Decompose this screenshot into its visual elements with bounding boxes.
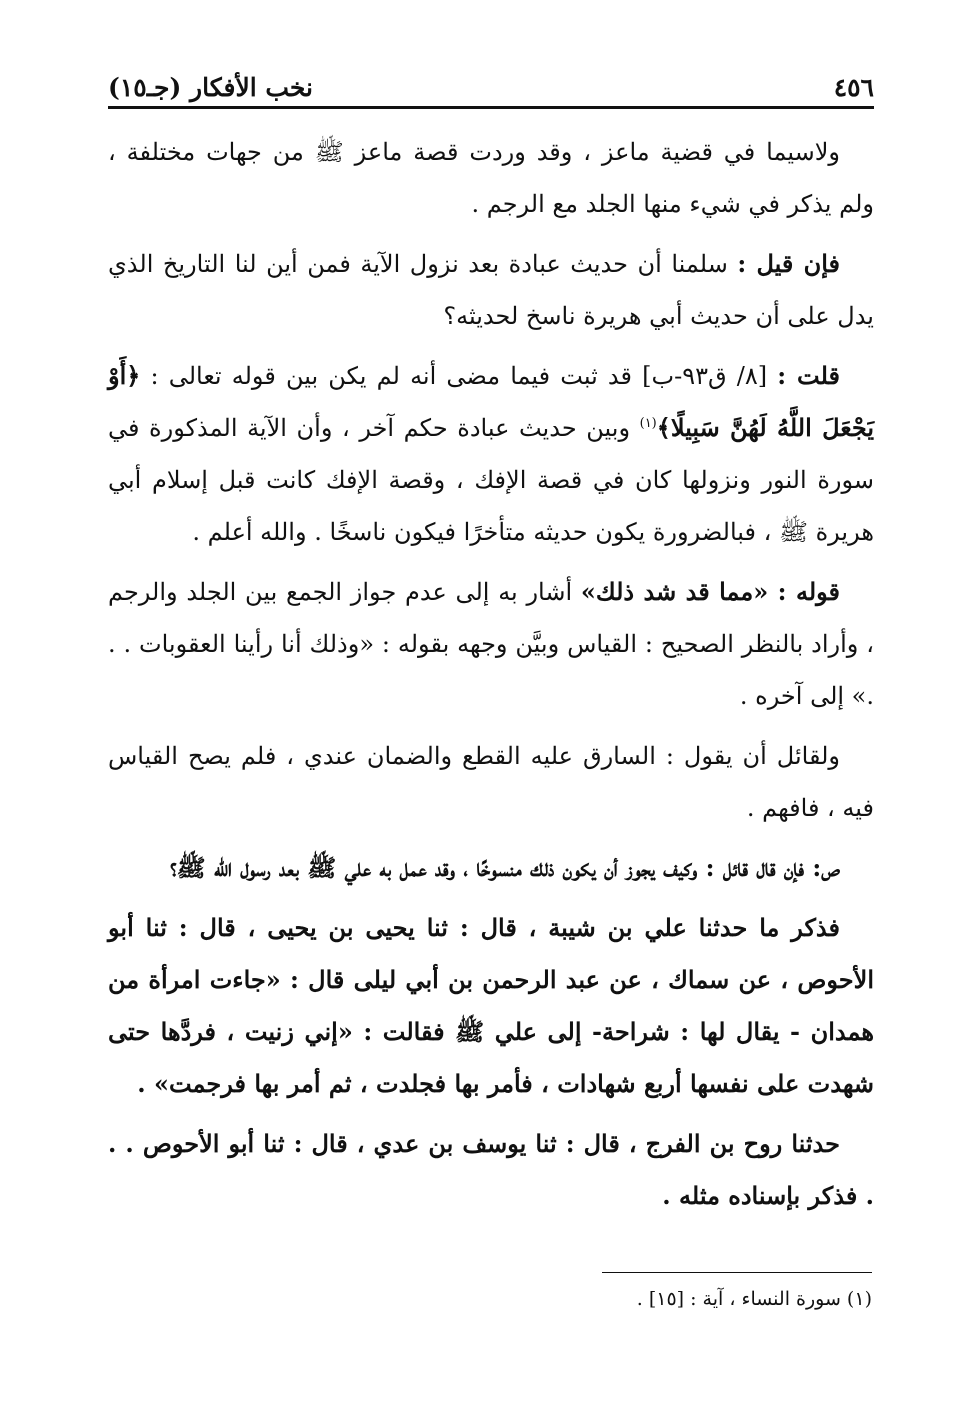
paragraph-text: ولقائل أن يقول : السارق عليه القطع والضمان عندي ، فلم يصح القياس فيه ، فافهم . <box>108 742 874 822</box>
paragraph-maiz <box>108 126 874 230</box>
footnote <box>106 1284 872 1314</box>
paragraph-lead: قلت : <box>777 361 840 390</box>
paragraph-text: ولاسيما في قضية ماعز ، وقد وردت قصة ماعز ﷺ من جهات مختلفة ، ولم يذكر في شيء منها الجلد مع الرجم . <box>108 138 874 218</box>
paragraph-text: أشار به إلى عدم جواز الجمع بين الجلد والرجم ، وأراد بالنظر الصحيح : القياس وبيَّن وجهه بقوله : «وذلك أنا رأينا العقوبات . . .» إلى آخره . <box>108 578 874 710</box>
paragraph-matn-question <box>108 842 874 894</box>
paragraph-qiyas <box>108 730 874 834</box>
paragraph-commentary <box>108 566 874 722</box>
main-text <box>108 126 874 1230</box>
paragraph-text: حدثنا روح بن الفرج ، قال : ثنا يوسف بن عدي ، قال : ثنا أبو الأحوص . . . فذكر بإسناده مثله . <box>108 1129 874 1210</box>
paragraph-text: وبين حديث عبادة حكم آخر ، وأن الآية المذكورة في سورة النور ونزولها كان في قصة الإفك ، وقصة الإفك كانت قبل إسلام أبي هريرة ﷺ ، فبالضرورة يكون حديثه متأخرًا فيكون ناسخًا . والله أعلم . <box>108 414 874 546</box>
paragraph-hadith-shuraha <box>108 902 874 1110</box>
quran-quote: ﴿أَوْ يَجْعَلَ اللَّهُ لَهُنَّ سَبِيلًا﴾ <box>108 361 874 442</box>
footnote-reference[interactable]: (١) <box>639 416 657 431</box>
paragraph-text: ص: فإن قال قائل : وكيف يجوز أن يكون ذلك منسوخًا ، وقد عمل به علي ﷺ بعد رسول الله ﷺ؟ <box>170 853 840 882</box>
paragraph-text: سلمنا أن حديث عبادة بعد نزول الآية فمن أين لنا التاريخ الذي يدل على أن حديث أبي هريرة ناسخ لحديثه؟ <box>108 250 874 330</box>
paragraph-answer <box>108 350 874 558</box>
page-number: ٤٥٦ <box>833 73 874 102</box>
paragraph-text: [٨/ ق٩٣-ب] قد ثبت فيما مضى أنه لم يكن بين قوله تعالى : <box>140 362 778 390</box>
page-header <box>108 58 874 102</box>
footnote-divider <box>602 1272 872 1273</box>
book-title: نخب الأفكار (جـ١٥) <box>108 73 314 102</box>
header-divider <box>108 106 874 109</box>
paragraph-objection <box>108 238 874 342</box>
paragraph-lead: قوله : «مما قد شد ذلك» <box>580 577 840 606</box>
paragraph-lead: فإن قيل : <box>737 249 841 278</box>
footnote-text: (١) سورة النساء ، آية : [١٥] . <box>636 1288 872 1310</box>
paragraph-hadith-rawh <box>108 1118 874 1222</box>
paragraph-text: فذكر ما حدثنا علي بن شيبة ، قال : ثنا يحيى بن يحيى ، قال : ثنا أبو الأحوص ، عن سماك ، عن عبد الرحمن بن أبي ليلى قال : «جاءت امرأة من همدان - يقال لها : شراحة- إلى علي ﷺ فقالت : «إني زنيت ، فردَّها حتى شهدت على نفسها أربع شهادات ، فأمر بها فجلدت ، ثم أمر بها فرجمت» . <box>108 913 874 1098</box>
